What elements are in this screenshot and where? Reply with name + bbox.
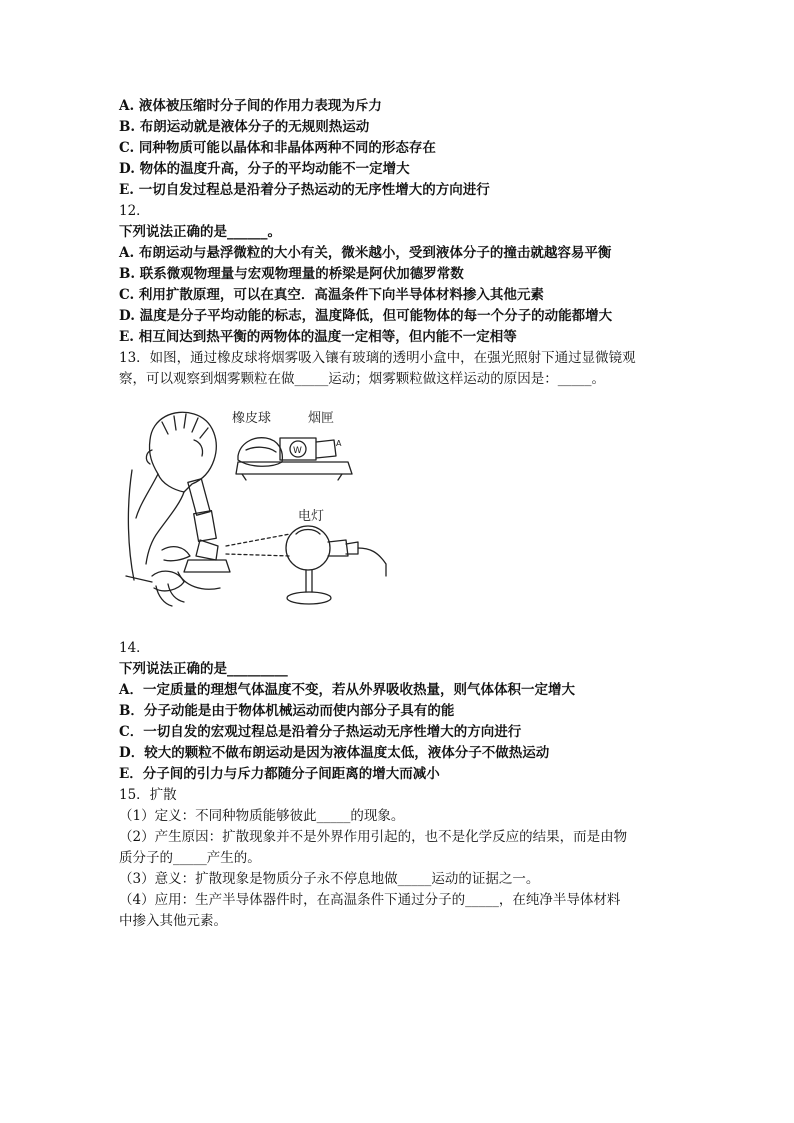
q12-number: 12． bbox=[119, 203, 150, 219]
q15-line-4: （3）意义：扩散现象是物质分子永不停息地做_____运动的证据之一。 bbox=[119, 871, 540, 887]
label-smoke-box: 烟匣 bbox=[308, 411, 335, 426]
q12-stem: 下列说法正确的是______。 bbox=[119, 224, 281, 240]
q14-option-e: E．分子间的引力与斥力都随分子间距离的增大而减小 bbox=[119, 766, 440, 782]
label-lamp: 电灯 bbox=[298, 509, 325, 524]
q13-text-line1: 13．如图，通过橡皮球将烟雾吸入镶有玻璃的透明小盒中，在强光照射下通过显微镜观 bbox=[119, 350, 636, 366]
q11-option-d: D. 物体的温度升高，分子的平均动能不一定增大 bbox=[119, 161, 410, 177]
q11-option-c: C. 同种物质可能以晶体和非晶体两种不同的形态存在 bbox=[119, 140, 436, 156]
q11-option-a: A. 液体被压缩时分子间的作用力表现为斥力 bbox=[119, 98, 382, 114]
q15-line-5: （4）应用：生产半导体器件时，在高温条件下通过分子的_____，在纯净半导体材料 bbox=[119, 892, 621, 908]
q15-title: 15．扩散 bbox=[119, 787, 177, 803]
q15-line-3: 质分子的_____产生的。 bbox=[119, 850, 261, 866]
q12-option-b: B. 联系微观物理量与宏观物理量的桥梁是阿伏加德罗常数 bbox=[119, 266, 464, 282]
q11-option-e: E. 一切自发过程总是沿着分子热运动的无序性增大的方向进行 bbox=[119, 182, 490, 198]
q14-stem: 下列说法正确的是_________ bbox=[119, 661, 288, 677]
q12-option-c: C. 利用扩散原理，可以在真空．高温条件下向半导体材料掺入其他元素 bbox=[119, 287, 544, 303]
q13-text-line2: 察，可以观察到烟雾颗粒在做_____运动；烟雾颗粒做这样运动的原因是：_____。 bbox=[119, 371, 605, 387]
q14-option-b: B．分子动能是由于物体机械运动而使内部分子具有的能 bbox=[119, 703, 455, 719]
label-a: A bbox=[336, 439, 342, 448]
q12-option-a: A. 布朗运动与悬浮微粒的大小有关，微米越小，受到液体分子的撞击就越容易平衡 bbox=[119, 245, 612, 261]
q15-line-1: （1）定义：不同种物质能够彼此_____的现象。 bbox=[119, 808, 405, 824]
microscope-figure bbox=[122, 400, 394, 612]
q14-option-c: C．一切自发的宏观过程总是沿着分子热运动无序性增大的方向进行 bbox=[119, 724, 522, 740]
q14-option-a: A．一定质量的理想气体温度不变，若从外界吸收热量，则气体体积一定增大 bbox=[119, 682, 575, 698]
q15-line-2: （2）产生原因：扩散现象并不是外界作用引起的，也不是化学反应的结果，而是由物 bbox=[119, 829, 628, 845]
q15-line-6: 中掺入其他元素。 bbox=[119, 913, 227, 929]
q14-option-d: D．较大的颗粒不做布朗运动是因为液体温度太低，液体分子不做热运动 bbox=[119, 745, 550, 761]
q14-number: 14． bbox=[119, 640, 150, 656]
q12-option-e: E. 相互间达到热平衡的两物体的温度一定相等，但内能不一定相等 bbox=[119, 329, 517, 345]
label-rubber-ball: 橡皮球 bbox=[232, 411, 272, 426]
label-w: W bbox=[293, 446, 302, 456]
q11-option-b: B. 布朗运动就是液体分子的无规则热运动 bbox=[119, 119, 370, 135]
q12-option-d: D. 温度是分子平均动能的标志，温度降低，但可能物体的每一个分子的动能都增大 bbox=[119, 308, 613, 324]
